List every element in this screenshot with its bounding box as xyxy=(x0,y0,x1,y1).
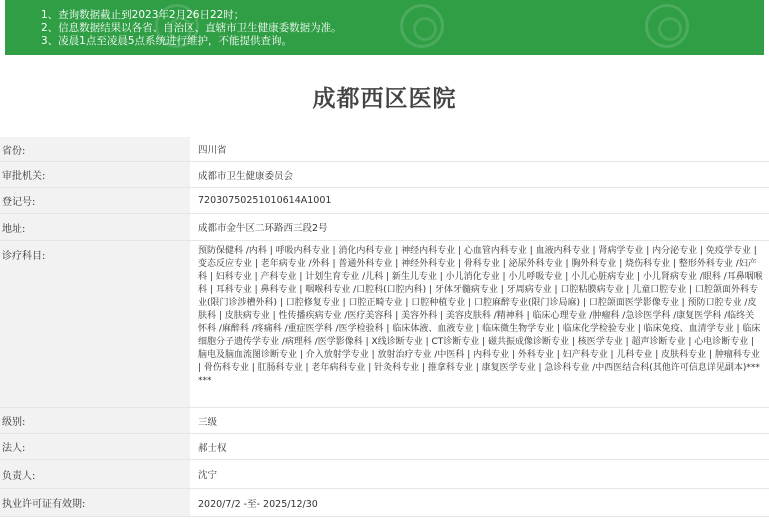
field-value: 沈宁 xyxy=(198,470,218,481)
info-row-approval-authority xyxy=(0,162,769,188)
field-value: 四川省 xyxy=(198,145,227,156)
info-row-level xyxy=(0,408,769,434)
watermark-emblem-icon xyxy=(645,4,689,48)
field-label: 执业许可证有效期: xyxy=(0,489,190,516)
notice-banner xyxy=(5,0,764,55)
hospital-name: 成都西区医院 xyxy=(312,86,457,112)
info-row-legal-representative xyxy=(0,434,769,460)
field-value: 预防保健科 /内科 | 呼吸内科专业 | 消化内科专业 | 神经内科专业 | 心血管内科专业 | 血液内科专业 | 肾病学专业 | 内分泌专业 | 免疫学专业 | 变态反应专业 | 老年病专业 /外科 | 普通外科专业 | 神经外科专业 | 骨科专业 | 泌尿外科专业 | 胸外科专业 | 烧伤科专业 | 整形外科专业 /妇产科 | 妇科专业 | 产科专业 | 计划生育专业 /儿科 | 新生儿专业 | 小儿消化专业 | 小儿呼吸专业 | 小儿心脏病专业 | 小儿肾病专业 /眼科 /耳鼻咽喉科 | 耳科专业 | 鼻科专业 | 咽喉科专业 /口腔科(口腔内科) | 牙体牙髓病专业 | 牙周病专业 | 口腔粘膜病专业 | 儿童口腔专业 | 口腔颌面外科专业(限门诊涉槽外科) | 口腔修复专业 | 口腔正畸专业 | 口腔种植专业 | 口腔麻醉专业(限门诊局麻) | 口腔颌面医学影像专业 | 预防口腔专业 /皮肤科 | 皮肤病专业 | 性传播疾病专业 /医疗美容科 | 美容外科 | 美容皮肤科 /精神科 | 临床心理专业 /肿瘤科 /急诊医学科 /康复医学科 /临终关怀科 /麻醉科 /疼痛科 /重症医学科 /医学检验科 | 临床体液、血液专业 | 临床微生物学专业 | 临床化学检验专业 | 临床免疫、血清学专业 | 临床细胞分子遗传学专业 /病理科 /医学影像科 | X线诊断专业 | CT诊断专业 | 磁共振成像诊断专业 | 核医学专业 | 超声诊断专业 | 心电诊断专业 | 脑电及脑血流图诊断专业 | 介入放射学专业 | 放射治疗专业 /中医科 | 内科专业 | 外科专业 | 妇产科专业 | 儿科专业 | 皮肤科专业 | 肿瘤科专业 | 骨伤科专业 | 肛肠科专业 | 老年病科专业 | 针灸科专业 | 推拿科专业 | 康复医学专业 | 急诊科专业 /中西医结合科(其他许可信息详见副本)****** xyxy=(198,246,763,386)
info-table xyxy=(0,137,769,517)
info-row-license-validity xyxy=(0,489,769,517)
field-label: 法人: xyxy=(0,434,190,459)
field-label: 地址: xyxy=(0,214,190,240)
field-label: 审批机关: xyxy=(0,162,190,187)
notice-line: 2、信息数据结果以各省、自治区、直辖市卫生健康委数据为准。 xyxy=(41,22,342,34)
notice-line: 1、查询数据截止到2023年2月26日22时； xyxy=(41,9,245,21)
field-value: 72030750251010614A1001 xyxy=(198,195,332,206)
info-row-person-in-charge xyxy=(0,460,769,489)
info-row-province xyxy=(0,137,769,162)
field-value: 成都市金牛区二环路西三段2号 xyxy=(198,223,328,234)
field-value: 郝士权 xyxy=(198,442,227,454)
notice-list xyxy=(41,9,342,48)
field-label: 省份: xyxy=(0,137,190,161)
field-label: 诊疗科目: xyxy=(0,241,190,407)
watermark-emblem-icon xyxy=(400,4,444,48)
field-value: 三级 xyxy=(198,416,218,428)
notice-line: 3、凌晨1点至凌晨5点系统进行维护，不能提供查询。 xyxy=(41,35,293,47)
field-label: 负责人: xyxy=(0,460,190,488)
info-row-clinical-departments xyxy=(0,241,769,408)
field-label: 登记号: xyxy=(0,188,190,213)
info-row-registration-number xyxy=(0,188,769,214)
field-value: 成都市卫生健康委员会 xyxy=(198,170,294,182)
info-row-address xyxy=(0,214,769,241)
field-label: 级别: xyxy=(0,408,190,433)
field-value: 2020/7/2 -至- 2025/12/30 xyxy=(198,498,318,510)
